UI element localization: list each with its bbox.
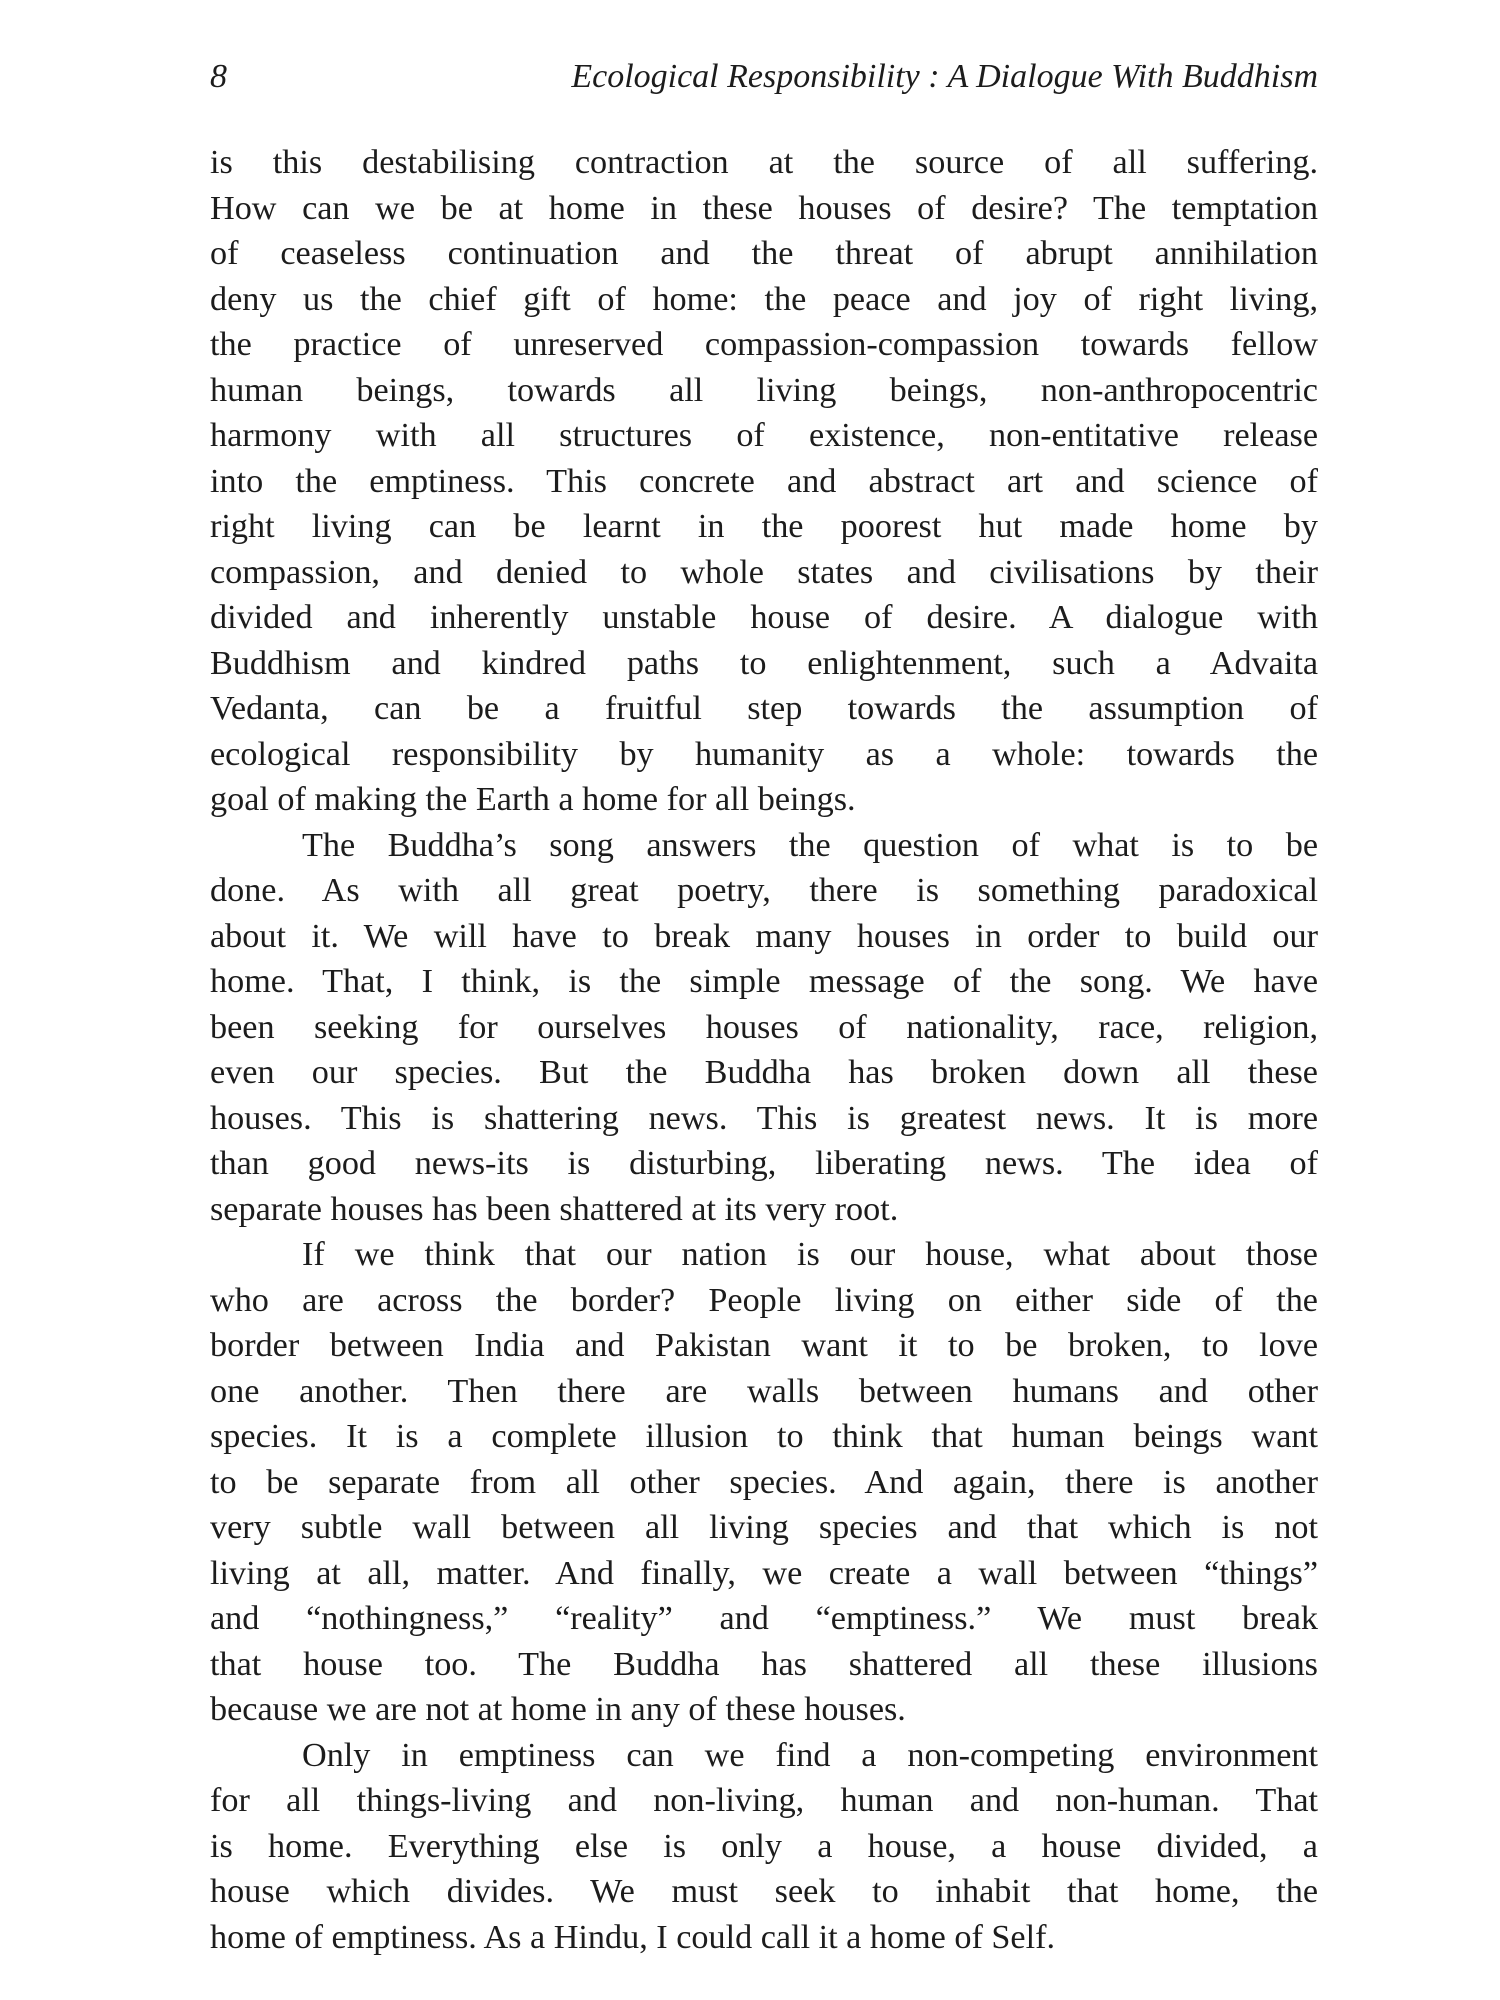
text-line: Only in emptiness can we find a non-competing environment [302,1736,1318,1774]
text-line: even our species. But the Buddha has broken down all these [210,1054,1318,1091]
text-line: Vedanta, can be a fruitful step towards the assumption of [210,690,1318,727]
paragraph [210,1232,1318,1733]
text-line: species. It is a complete illusion to think that human beings want [210,1418,1318,1455]
text-line: is this destabilising contraction at the source of all suffering. [210,144,1318,181]
text-line: one another. Then there are walls between humans and other [210,1372,1318,1410]
text-line: been seeking for ourselves houses of nationality, race, religion, [210,1008,1318,1046]
text-line: home of emptiness. As a Hindu, I could call it a home of Self. [210,1918,1056,1956]
text-line: who are across the border? People living on either side of the [210,1281,1318,1319]
paragraph [210,823,1318,1233]
text-line: separate houses has been shattered at its very root. [210,1190,899,1228]
text-line: goal of making the Earth a home for all beings. [210,781,856,818]
paragraph [210,140,1318,823]
text-line: border between India and Pakistan want it to be broken, to love [210,1327,1318,1364]
text-line: human beings, towards all living beings, non-anthropocentric [210,371,1318,409]
text-line: for all things-living and non-living, human and non-human. That [210,1782,1318,1819]
paragraph [210,1733,1318,1961]
text-line: about it. We will have to break many houses in order to build our [210,917,1318,955]
text-line: How can we be at home in these houses of desire? The temptation [210,189,1318,227]
body-text [210,140,1318,1960]
text-line: the practice of unreserved compassion-compassion towards fellow [210,326,1318,363]
text-line: very subtle wall between all living species and that which is not [210,1509,1318,1546]
text-line: house which divides. We must seek to inhabit that home, the [210,1873,1318,1910]
text-line: is home. Everything else is only a house, a house divided, a [210,1827,1318,1865]
text-line: home. That, I think, is the simple message of the song. We have [210,963,1318,1000]
text-line: compassion, and denied to whole states and civilisations by their [210,553,1318,591]
running-title: Ecological Responsibility : A Dialogue With Buddhism [571,58,1318,95]
text-line: The Buddha’s song answers the question of what is to be [302,826,1318,864]
text-line: harmony with all structures of existence, non-entitative release [210,417,1318,454]
text-line: If we think that our nation is our house, what about those [302,1236,1318,1273]
text-line: ecological responsibility by humanity as a whole: towards the [210,735,1318,773]
text-line: houses. This is shattering news. This is greatest news. It is more [210,1099,1318,1137]
page-number: 8 [210,58,227,95]
text-line: that house too. The Buddha has shattered all these illusions [210,1645,1318,1683]
text-line: right living can be learnt in the poorest hut made home by [210,508,1318,545]
text-line: living at all, matter. And finally, we create a wall between “things” [210,1554,1318,1592]
text-line: Buddhism and kindred paths to enlightenment, such a Advaita [210,644,1318,682]
running-head [210,52,1318,102]
text-line: to be separate from all other species. And again, there is another [210,1463,1318,1501]
text-line: of ceaseless continuation and the threat of abrupt annihilation [210,235,1318,272]
text-line: into the emptiness. This concrete and abstract art and science of [210,462,1318,500]
text-line: done. As with all great poetry, there is something paradoxical [210,872,1318,909]
text-line: than good news-its is disturbing, liberating news. The idea of [210,1145,1318,1182]
text-line: and “nothingness,” “reality” and “emptiness.” We must break [210,1600,1318,1637]
text-line: because we are not at home in any of these houses. [210,1691,906,1728]
text-line: divided and inherently unstable house of desire. A dialogue with [210,599,1318,636]
text-line: deny us the chief gift of home: the peace and joy of right living, [210,280,1318,318]
